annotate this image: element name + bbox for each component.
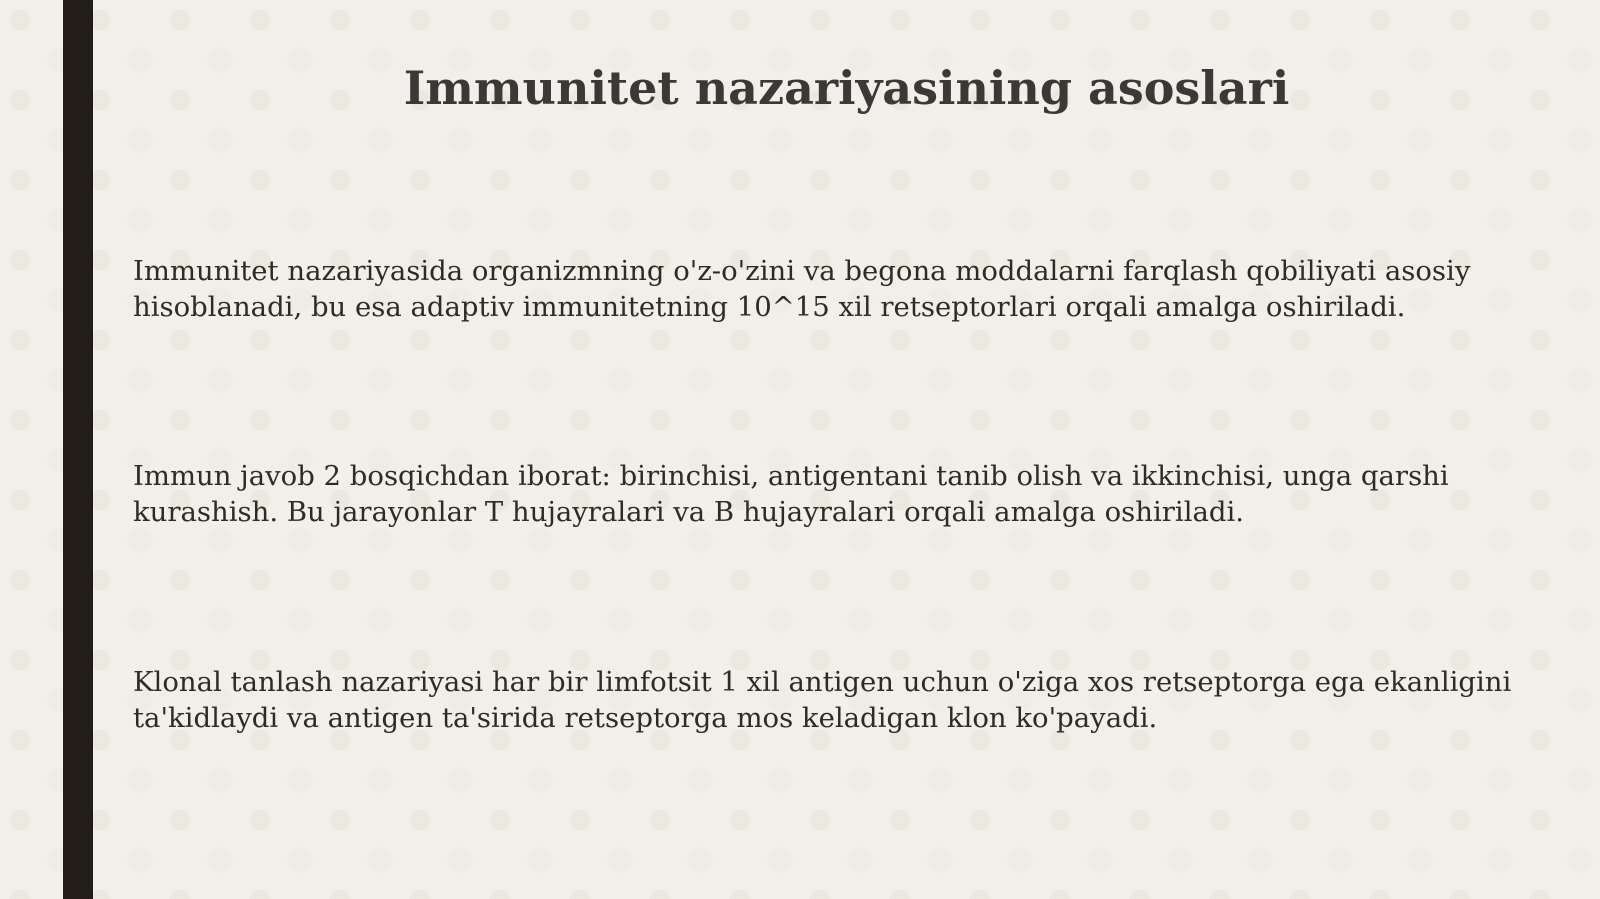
paragraph-clonal-selection: Klonal tanlash nazariyasi har bir limfotsit 1 xil antigen uchun o'ziga xos retseptorga ega ekanligini ta'kidlaydi va antigen ta'sirida retseptorga mos keladigan klon ko'payadi. — [133, 666, 1512, 734]
accent-bar — [63, 0, 93, 899]
slide-title: Immunitet nazariyasining asoslari — [403, 61, 1290, 115]
paragraph-immune-response: Immun javob 2 bosqichdan iborat: birinchisi, antigentani tanib olish va ikkinchisi, unga qarshi kurashish. Bu jarayonlar T hujayralari va B hujayralari orqali amalga oshiriladi. — [133, 460, 1449, 528]
paragraph-self-recognition: Immunitet nazariyasida organizmning o'z-o'zini va begona moddalarni farqlash qobiliyati asosiy hisoblanadi, bu esa adaptiv immunitetning 10^15 xil retseptorlari orqali amalga oshiriladi. — [133, 255, 1471, 323]
